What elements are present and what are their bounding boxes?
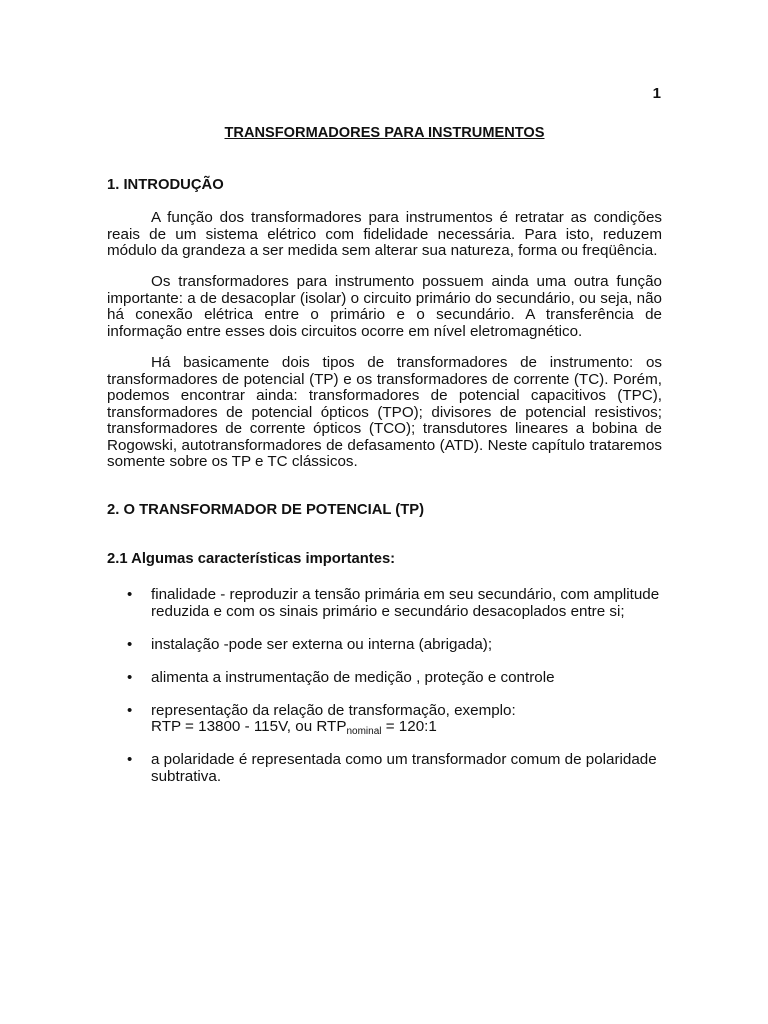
intro-paragraph-3: Há basicamente dois tipos de transformadores de instrumento: os transformadores de potencial (TP) e os transformadores de corrente (TC). Porém, podemos encontrar ainda: transformadores de potencial capacitivos (TPC), transformadores de potencial ópticos (TPO); divisores de potencial resistivos; transformadores de corrente ópticos (TCO); transdutores lineares a bobina de Rogowski, autotransformadores de defasamento (ATD). Neste capítulo trataremos somente sobre os TP e TC clássicos.	[107, 354, 662, 470]
bullet-icon: •	[127, 668, 133, 686]
list-item	[107, 637, 662, 654]
bullet-icon: •	[127, 701, 133, 719]
intro-paragraph-1: A função dos transformadores para instrumentos é retratar as condições reais de um sistema elétrico com fidelidade necessária. Para isto, reduzem módulo da grandeza a ser medida sem alterar sua natureza, forma ou freqüência.	[107, 209, 662, 259]
section-2-1-heading: 2.1 Algumas características importantes:	[107, 551, 396, 567]
list-item-text: alimenta a instrumentação de medição , proteção e controle	[151, 668, 555, 686]
list-item-text: a polaridade é representada como um transformador comum de polaridade subtrativa.	[151, 751, 657, 785]
list-item-text: finalidade - reproduzir a tensão primária em seu secundário, com amplitude reduzida e com os sinais primário e secundário desacoplados entre si;	[151, 586, 660, 620]
list-item-text: representação da relação de transformação, exemplo:	[151, 701, 516, 719]
section-1-heading: 1. INTRODUÇÃO	[107, 177, 224, 193]
ratio-example-subscript: nominal	[346, 726, 382, 737]
document-title: TRANSFORMADORES PARA INSTRUMENTOS	[224, 125, 545, 141]
section-2-heading: 2. O TRANSFORMADOR DE POTENCIAL (TP)	[107, 502, 425, 518]
list-item	[107, 752, 662, 785]
characteristics-list	[107, 587, 662, 802]
page-number: 1	[652, 85, 661, 102]
bullet-icon: •	[127, 586, 133, 603]
list-item	[107, 703, 662, 736]
bullet-icon: •	[127, 635, 133, 653]
ratio-example-prefix: RTP = 13800 - 115V, ou RTP	[151, 718, 347, 735]
ratio-example	[151, 719, 662, 736]
intro-paragraph-2: Os transformadores para instrumento possuem ainda uma outra função importante: a de desacoplar (isolar) o circuito primário do secundário, ou seja, não há conexão elétrica entre o primário e o secundário. A transferência de informação entre esses dois circuitos ocorre em nível eletromagnético.	[107, 273, 662, 340]
bullet-icon: •	[127, 751, 133, 768]
ratio-example-suffix: = 120:1	[381, 718, 437, 735]
list-item	[107, 587, 662, 620]
list-item	[107, 670, 662, 687]
list-item-text: instalação -pode ser externa ou interna (abrigada);	[151, 635, 493, 653]
